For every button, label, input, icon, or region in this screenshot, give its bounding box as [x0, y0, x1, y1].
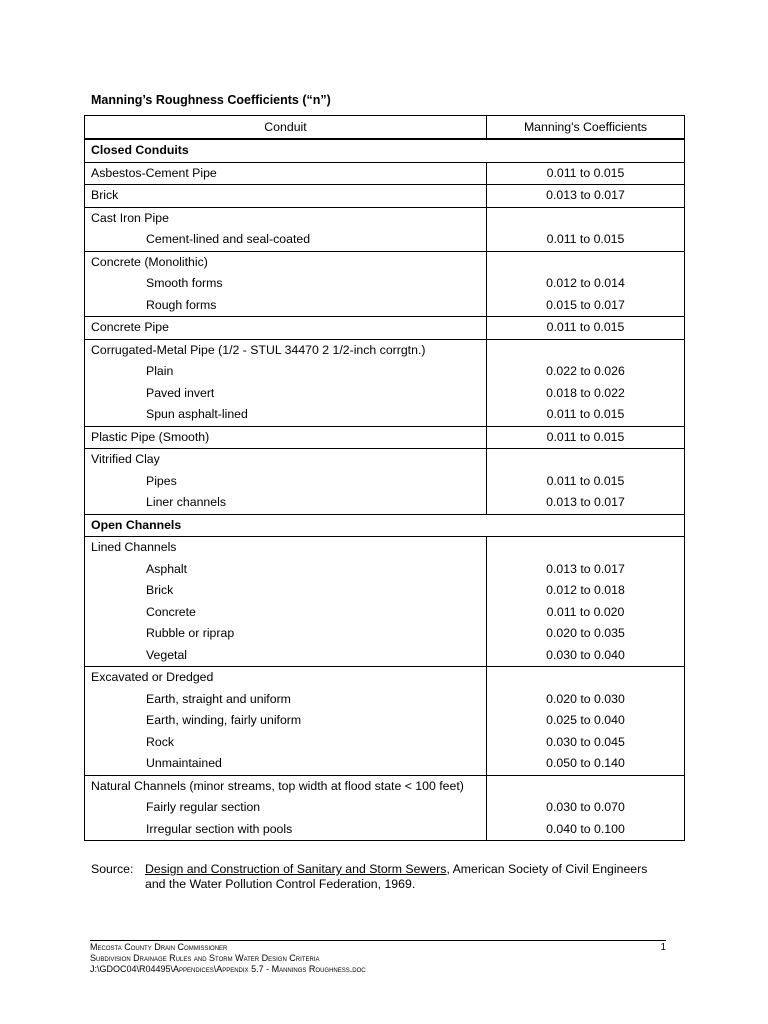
conduit-label: Liner channels [146, 495, 226, 509]
conduit-cell: Brick [85, 185, 487, 208]
conduit-cell [85, 361, 487, 383]
coefficient-cell: 0.040 to 0.100 [487, 819, 685, 841]
coefficient-cell [487, 251, 685, 273]
table-row [85, 317, 685, 340]
source-reference: Design and Construction of Sanitary and Storm Sewers [145, 862, 447, 876]
conduit-cell [85, 471, 487, 493]
table-row [85, 559, 685, 581]
table-row [85, 710, 685, 732]
coefficient-cell: 0.018 to 0.022 [487, 383, 685, 405]
conduit-cell: Asbestos-Cement Pipe [85, 162, 487, 185]
coefficient-cell: 0.011 to 0.015 [487, 317, 685, 340]
coefficient-cell: 0.013 to 0.017 [487, 492, 685, 514]
conduit-label: Spun asphalt-lined [146, 407, 248, 421]
source-rest: , American Society of Civil Engineers [446, 862, 648, 876]
table-row [85, 404, 685, 426]
source-label: Source: [91, 862, 134, 876]
coefficient-cell: 0.020 to 0.030 [487, 689, 685, 711]
conduit-label: Cement-lined and seal-coated [146, 232, 311, 246]
coefficient-cell [487, 207, 685, 229]
section-heading: Open Channels [85, 514, 685, 537]
conduit-cell [85, 753, 487, 775]
table-row [85, 471, 685, 493]
coefficient-cell: 0.030 to 0.070 [487, 797, 685, 819]
table-body [85, 139, 685, 841]
table-row [85, 273, 685, 295]
footer-line1: Mecosta County Drain Commissioner [90, 942, 228, 952]
conduit-label: Smooth forms [146, 276, 223, 290]
footer-line2: Subdivision Drainage Rules and Storm Water Design Criteria [90, 953, 320, 963]
table-row [85, 207, 685, 229]
page-footer [90, 942, 666, 975]
coefficient-cell [487, 339, 685, 361]
conduit-label: Irregular section with pools [146, 821, 293, 836]
conduit-label: Concrete [146, 604, 196, 619]
conduit-label: Earth, winding, fairly uniform [146, 713, 302, 727]
conduit-cell: Excavated or Dredged [85, 667, 487, 689]
conduit-cell [85, 797, 487, 819]
coefficient-cell: 0.030 to 0.040 [487, 645, 685, 667]
table-row [85, 645, 685, 667]
conduit-cell: Corrugated-Metal Pipe (1/2 - STUL 34470 2 1/2-inch corrgtn.) [85, 339, 487, 361]
coefficient-cell: 0.011 to 0.015 [487, 229, 685, 251]
conduit-label: Asphalt [146, 561, 188, 576]
conduit-label: Rock [146, 734, 175, 749]
conduit-label: Brick [146, 583, 174, 597]
table-row [85, 623, 685, 645]
page-title: Manning’s Roughness Coefficients (“n”) [91, 93, 331, 107]
table-row [85, 667, 685, 689]
table-row [85, 492, 685, 514]
table-row [85, 361, 685, 383]
conduit-cell [85, 492, 487, 514]
table-row [85, 732, 685, 754]
coefficient-cell: 0.022 to 0.026 [487, 361, 685, 383]
conduit-cell: Plastic Pipe (Smooth) [85, 426, 487, 449]
conduit-cell: Cast Iron Pipe [85, 207, 487, 229]
conduit-cell: Lined Channels [85, 537, 487, 559]
coefficient-cell [487, 775, 685, 797]
section-row [85, 514, 685, 537]
table-row [85, 185, 685, 208]
footer-line3: J:\GDOC04\R04495\Appendices\Appendix 5.7 - Mannings Roughness.doc [90, 964, 366, 974]
conduit-label: Earth, straight and uniform [146, 691, 291, 706]
header-coefficients: Manning's Coefficients [487, 116, 685, 140]
conduit-label: Rough forms [146, 297, 217, 312]
coefficient-cell: 0.012 to 0.014 [487, 273, 685, 295]
conduit-cell [85, 689, 487, 711]
coefficient-cell [487, 537, 685, 559]
coefficient-cell [487, 667, 685, 689]
coefficient-cell: 0.020 to 0.035 [487, 623, 685, 645]
coefficient-cell: 0.015 to 0.017 [487, 295, 685, 317]
coefficient-cell: 0.013 to 0.017 [487, 185, 685, 208]
table-row [85, 689, 685, 711]
conduit-cell [85, 819, 487, 841]
conduit-cell [85, 623, 487, 645]
table-row [85, 819, 685, 841]
coefficient-cell: 0.011 to 0.020 [487, 602, 685, 624]
table-row [85, 753, 685, 775]
coefficient-cell: 0.011 to 0.015 [487, 162, 685, 185]
table-row [85, 775, 685, 797]
coefficient-cell: 0.050 to 0.140 [487, 753, 685, 775]
table-row [85, 251, 685, 273]
source-line2: and the Water Pollution Control Federation, 1969. [145, 877, 416, 891]
conduit-label: Unmaintained [146, 756, 222, 770]
conduit-label: Plain [146, 364, 174, 378]
conduit-cell [85, 295, 487, 317]
conduit-label: Pipes [146, 473, 177, 488]
conduit-cell: Vitrified Clay [85, 449, 487, 471]
coefficient-cell: 0.011 to 0.015 [487, 426, 685, 449]
source-note [91, 862, 691, 892]
table-row [85, 339, 685, 361]
conduit-cell [85, 404, 487, 426]
table-row [85, 229, 685, 251]
table-row [85, 602, 685, 624]
conduit-cell [85, 229, 487, 251]
table-row [85, 797, 685, 819]
conduit-label: Vegetal [146, 647, 188, 662]
conduit-cell: Concrete (Monolithic) [85, 251, 487, 273]
footer-divider [90, 940, 666, 941]
coefficient-cell: 0.011 to 0.015 [487, 471, 685, 493]
table-row [85, 537, 685, 559]
coefficient-cell: 0.013 to 0.017 [487, 559, 685, 581]
page-number: 1 [660, 942, 666, 953]
table-header-row [85, 116, 685, 140]
table-row [85, 295, 685, 317]
conduit-cell [85, 645, 487, 667]
table-row [85, 162, 685, 185]
header-conduit: Conduit [85, 116, 487, 140]
section-heading: Closed Conduits [85, 139, 685, 162]
coefficient-cell [487, 449, 685, 471]
conduit-cell [85, 732, 487, 754]
table-row [85, 449, 685, 471]
conduit-cell [85, 383, 487, 405]
coefficient-cell: 0.011 to 0.015 [487, 404, 685, 426]
conduit-cell [85, 580, 487, 602]
conduit-cell [85, 273, 487, 295]
conduit-label: Fairly regular section [146, 800, 261, 814]
conduit-label: Rubble or riprap [146, 626, 235, 640]
section-row [85, 139, 685, 162]
conduit-cell [85, 559, 487, 581]
conduit-cell: Concrete Pipe [85, 317, 487, 340]
table-row [85, 426, 685, 449]
coefficient-cell: 0.025 to 0.040 [487, 710, 685, 732]
conduit-cell [85, 710, 487, 732]
conduit-cell [85, 602, 487, 624]
coefficient-cell: 0.012 to 0.018 [487, 580, 685, 602]
table-row [85, 580, 685, 602]
mannings-table [84, 115, 685, 841]
conduit-label: Paved invert [146, 385, 215, 400]
conduit-cell: Natural Channels (minor streams, top width at flood state < 100 feet) [85, 775, 487, 797]
coefficient-cell: 0.030 to 0.045 [487, 732, 685, 754]
table-row [85, 383, 685, 405]
